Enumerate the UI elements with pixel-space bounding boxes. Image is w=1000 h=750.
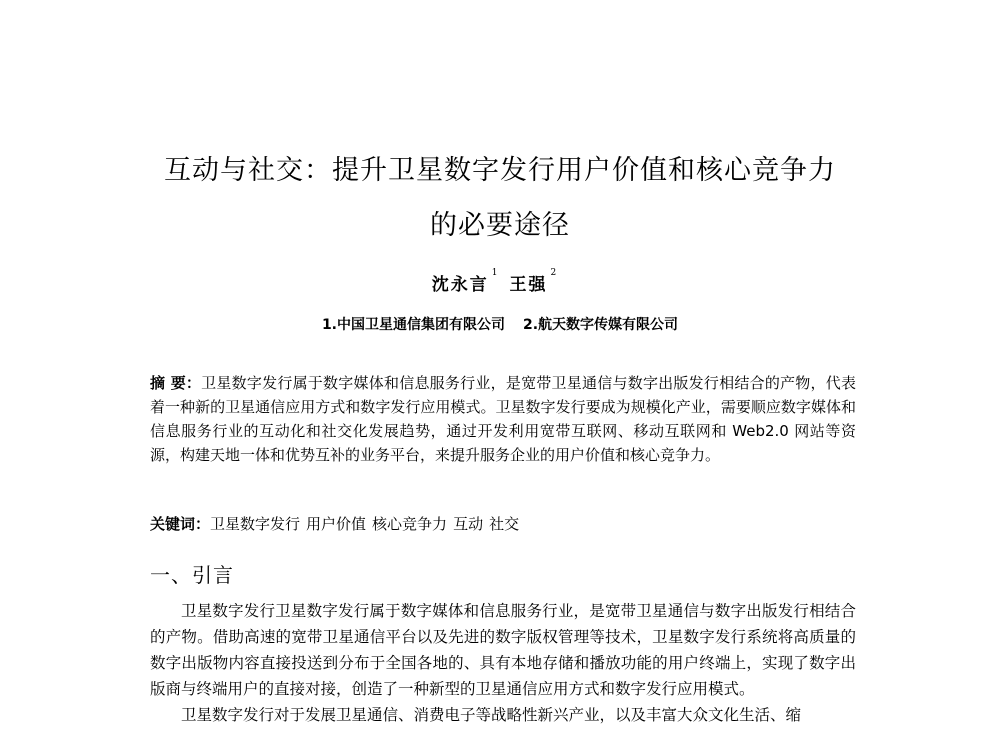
affiliations	[0, 314, 1000, 334]
keyword: 用户价值	[306, 515, 367, 533]
author-name: 王强	[509, 275, 548, 295]
keywords-label: 关键词：	[150, 515, 211, 533]
abstract-label: 摘 要：	[150, 374, 202, 392]
paper-title-line-1: 互动与社交：提升卫星数字发行用户价值和核心竞争力	[164, 155, 836, 186]
author-name: 沈永言	[431, 275, 489, 295]
section-heading: 一、引言	[150, 563, 234, 587]
author-affiliation-mark: 1	[491, 268, 500, 278]
author-affiliation-mark: 2	[550, 268, 559, 278]
keyword: 核心竞争力	[372, 515, 448, 533]
affiliation-1: 1.中国卫星通信集团有限公司	[321, 317, 505, 333]
paper-title-line-2: 的必要途径	[430, 210, 570, 241]
paragraph: 卫星数字发行卫星数字发行属于数字媒体和信息服务行业，是宽带卫星通信与数字出版发行相结合的产物。借助高速的宽带卫星通信平台以及先进的数字版权管理等技术，卫星数字发行系统将高质量的数字出版物内容直接投送到分布于全国各地的、具有本地存储和播放功能的用户终端上，实现了数字出版商与终端用户的直接对接，创造了一种新型的卫星通信应用方式和数字发行应用模式。	[150, 602, 856, 698]
body-text	[150, 598, 856, 728]
paragraph: 卫星数字发行对于发展卫星通信、消费电子等战略性新兴产业，以及丰富大众文化生活、缩	[181, 706, 802, 724]
abstract	[150, 371, 856, 467]
keyword: 互动	[453, 515, 484, 533]
affiliation-2: 2.航天数字传媒有限公司	[523, 317, 679, 333]
abstract-text: 卫星数字发行属于数字媒体和信息服务行业，是宽带卫星通信与数字出版发行相结合的产物，代表着一种新的卫星通信应用方式和数字发行应用模式。卫星数字发行要成为规模化产业，需要顺应数字媒体和信息服务行业的互动化和社交化发展趋势，通过开发利用宽带互联网、移动互联网和 Web2.0 网站等资源，构建天地一体和优势互补的业务平台，来提升服务企业的用户价值和核心竞争力。	[150, 374, 856, 464]
keyword: 卫星数字发行	[210, 515, 301, 533]
keywords	[150, 512, 856, 536]
keyword: 社交	[489, 515, 520, 533]
author-list	[0, 270, 1000, 295]
